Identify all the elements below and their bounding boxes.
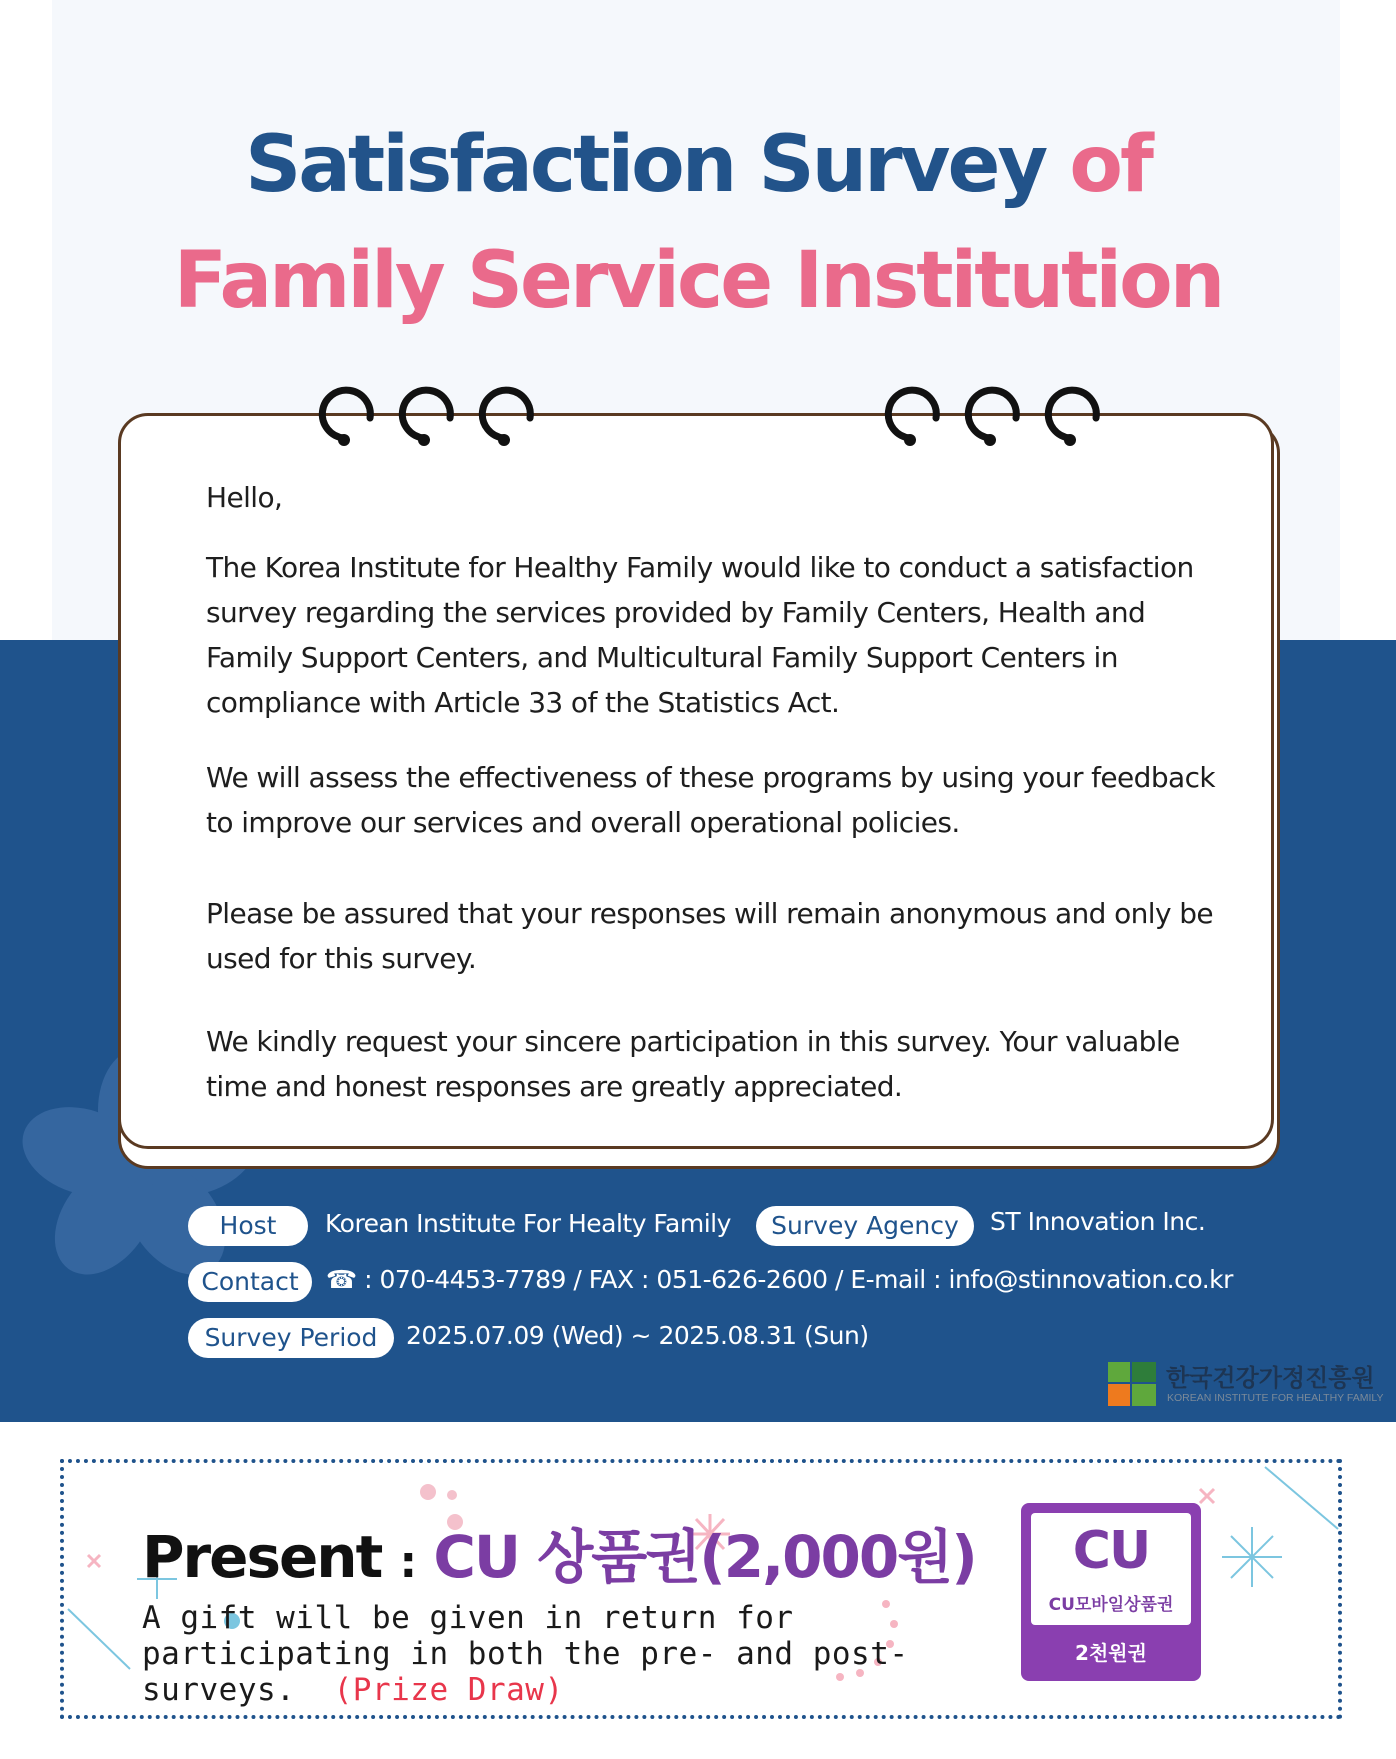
cu-coupon-subtitle: CU모바일상품권 (1048, 1595, 1174, 1615)
page-title-line-1 (0, 120, 1396, 210)
prize-draw-note: (Prize Draw) (333, 1672, 564, 1708)
cu-coupon-card (1031, 1513, 1191, 1625)
survey-period-label: Survey Period (188, 1318, 394, 1358)
present-heading (142, 1520, 976, 1600)
title-accent: of (1069, 120, 1151, 210)
page-title-line-2: Family Service Institution (173, 236, 1223, 326)
present-prize: CU 상품권(2,000원) (433, 1523, 976, 1591)
letter-paragraph-2: We will assess the effectiveness of these programs by using your feedback to improve our services and overall operational policies. (206, 761, 1215, 839)
host-value: Korean Institute For Healty Family (325, 1209, 731, 1238)
kihf-name-english: KOREAN INSTITUTE FOR HEALTHY FAMILY (1167, 1392, 1384, 1404)
survey-agency-label: Survey Agency (756, 1206, 974, 1246)
cu-coupon-image (1021, 1503, 1201, 1681)
binder-rings-icon (0, 380, 1396, 450)
contact-label: Contact (188, 1262, 312, 1302)
cu-coupon-value: 2천원권 (1075, 1641, 1147, 1665)
kihf-logo-icon (1108, 1362, 1156, 1406)
survey-period-value: 2025.07.09 (Wed) ~ 2025.08.31 (Sun) (406, 1321, 869, 1350)
host-label: Host (188, 1206, 308, 1246)
present-colon: : (399, 1537, 416, 1588)
gift-description-text: A gift will be given in return for participating in both the pre- and post-surveys. (142, 1600, 909, 1708)
letter-greeting: Hello, (206, 481, 283, 514)
letter-paragraph-3: Please be assured that your responses will remain anonymous and only be used for this survey. (206, 897, 1214, 975)
cu-logo: CU (1072, 1521, 1150, 1581)
gift-description (142, 1600, 1042, 1708)
contact-value: ☎ : 070-4453-7789 / FAX : 051-626-2600 / E-mail : info@stinnovation.co.kr (326, 1265, 1233, 1294)
kihf-name-korean: 한국건강가정진흥원 (1166, 1364, 1375, 1392)
letter-paragraph-4: We kindly request your sincere participation in this survey. Your valuable time and honest responses are greatly appreciated. (206, 1025, 1180, 1103)
present-word: Present (142, 1523, 382, 1591)
title-main: Satisfaction Survey (245, 120, 1046, 210)
survey-agency-value: ST Innovation Inc. (990, 1207, 1206, 1236)
letter-paragraph-1: The Korea Institute for Healthy Family would like to conduct a satisfaction survey regarding the services provided by Family Centers, Health and Family Support Centers, and Multicultural Family Support Centers in compliance with Article 33 of the Statistics Act. (206, 551, 1194, 719)
